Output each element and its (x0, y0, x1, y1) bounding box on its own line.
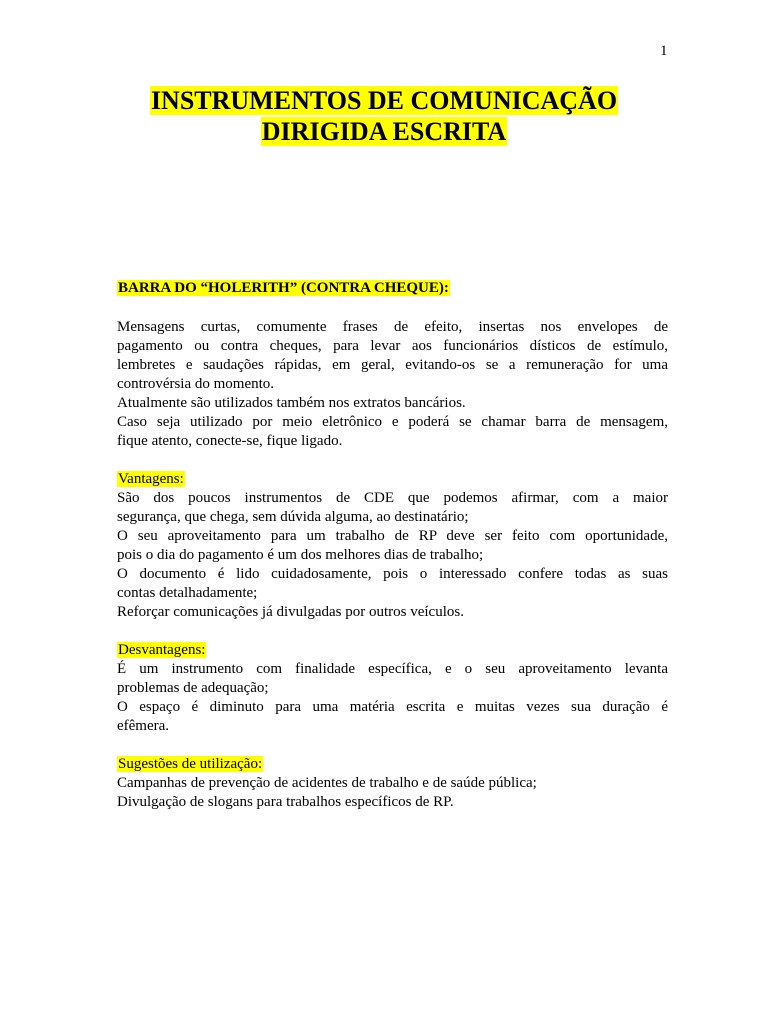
note-line: fique atento, conecte-se, fique ligado. (117, 433, 343, 449)
sugestoes-heading (117, 755, 668, 774)
note-line: Caso seja utilizado por meio eletrônico e poderá se chamar barra de mensagem, (117, 414, 668, 430)
intro-line: Mensagens curtas, comumente frases de efeito, insertas nos envelopes de (117, 319, 668, 335)
list-item: Campanhas de prevenção de acidentes de trabalho e de saúde pública; (117, 775, 537, 791)
list-item: São dos poucos instrumentos de CDE que podemos afirmar, com a maior (117, 490, 668, 506)
page-number: 1 (660, 43, 668, 59)
section-heading (117, 279, 668, 298)
intro-paragraph (117, 318, 668, 451)
section-heading-text: BARRA DO “HOLERITH” (CONTRA CHEQUE): (118, 280, 449, 296)
intro-line: lembretes e saudações rápidas, em geral, evitando-os se a remuneração for uma (117, 357, 668, 373)
list-item: segurança, que chega, sem dúvida alguma, ao destinatário; (117, 509, 469, 525)
list-item: O seu aproveitamento para um trabalho de RP deve ser feito com oportunidade, (117, 528, 668, 544)
intro-line: controvérsia do momento. (117, 376, 275, 392)
intro-line: pagamento ou contra cheques, para levar aos funcionários dísticos de estímulo, (117, 338, 668, 354)
list-item: efêmera. (117, 718, 170, 734)
sugestoes-list (117, 774, 668, 812)
document-title (0, 86, 768, 148)
title-line-2: DIRIGIDA ESCRITA (261, 117, 507, 146)
list-item: Divulgação de slogans para trabalhos específicos de RP. (117, 794, 454, 810)
document-body (117, 279, 668, 812)
list-item: O espaço é diminuto para uma matéria escrita e muitas vezes sua duração é (117, 699, 668, 715)
desvantagens-heading-text: Desvantagens: (118, 642, 206, 658)
list-item: É um instrumento com finalidade específica, e o seu aproveitamento levanta (117, 661, 668, 677)
sugestoes-heading-text: Sugestões de utilização: (118, 756, 263, 772)
list-item: contas detalhadamente; (117, 585, 258, 601)
vantagens-heading-text: Vantagens: (118, 471, 184, 487)
desvantagens-heading (117, 641, 668, 660)
vantagens-heading (117, 470, 668, 489)
list-item: Reforçar comunicações já divulgadas por outros veículos. (117, 604, 464, 620)
vantagens-list (117, 489, 668, 622)
list-item: pois o dia do pagamento é um dos melhores dias de trabalho; (117, 547, 484, 563)
list-item: O documento é lido cuidadosamente, pois o interessado confere todas as suas (117, 566, 668, 582)
title-line-1: INSTRUMENTOS DE COMUNICAÇÃO (150, 86, 618, 115)
desvantagens-list (117, 660, 668, 736)
note-line: Atualmente são utilizados também nos extratos bancários. (117, 395, 466, 411)
list-item: problemas de adequação; (117, 680, 269, 696)
